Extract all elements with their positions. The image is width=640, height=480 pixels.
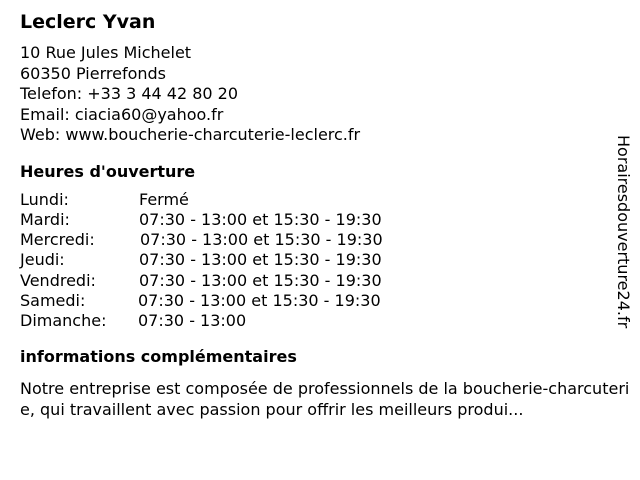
time-value: 07:30 - 13:00 <box>138 311 247 331</box>
day-label: Samedi: <box>20 290 86 310</box>
hours-row-vendredi <box>20 271 620 291</box>
street-address: 10 Rue Jules Michelet <box>20 43 192 62</box>
business-name: Leclerc Yvan <box>20 11 156 33</box>
website-line: Web: www.boucherie-charcuterie-leclerc.fr <box>20 125 361 144</box>
hours-row-jeudi <box>20 250 620 270</box>
time-value: 07:30 - 13:00 et 15:30 - 19:30 <box>139 250 382 270</box>
hours-row-lundi <box>20 190 620 210</box>
day-label: Jeudi: <box>20 250 65 270</box>
email-line: Email: ciacia60@yahoo.fr <box>20 104 224 124</box>
day-label: Lundi: <box>20 189 69 209</box>
time-value: Fermé <box>139 189 189 209</box>
time-value: 07:30 - 13:00 et 15:30 - 19:30 <box>138 290 381 310</box>
city-postcode: 60350 Pierrefonds <box>20 63 166 83</box>
time-value: 07:30 - 13:00 et 15:30 - 19:30 <box>140 230 383 250</box>
opening-hours-heading: Heures d'ouverture <box>20 161 196 181</box>
day-label: Mardi: <box>20 209 70 229</box>
time-value: 07:30 - 13:00 et 15:30 - 19:30 <box>139 270 382 290</box>
site-watermark: Horairesdouverture24.fr <box>614 135 633 329</box>
additional-info-heading: informations complémentaires <box>20 346 297 366</box>
day-label: Dimanche: <box>20 311 107 331</box>
hours-row-samedi <box>20 291 620 311</box>
phone-line: Telefon: +33 3 44 42 80 20 <box>20 84 239 103</box>
hours-row-mercredi <box>20 230 620 250</box>
time-value: 07:30 - 13:00 et 15:30 - 19:30 <box>139 209 382 229</box>
day-label: Mercredi: <box>20 230 95 250</box>
day-label: Vendredi: <box>20 270 96 290</box>
hours-row-mardi <box>20 210 620 230</box>
hours-row-dimanche <box>20 311 620 331</box>
business-description: Notre entreprise est composée de professionnels de la boucherie-charcuterie, qui travaillent avec passion pour offrir les meilleurs produi... <box>20 378 630 419</box>
